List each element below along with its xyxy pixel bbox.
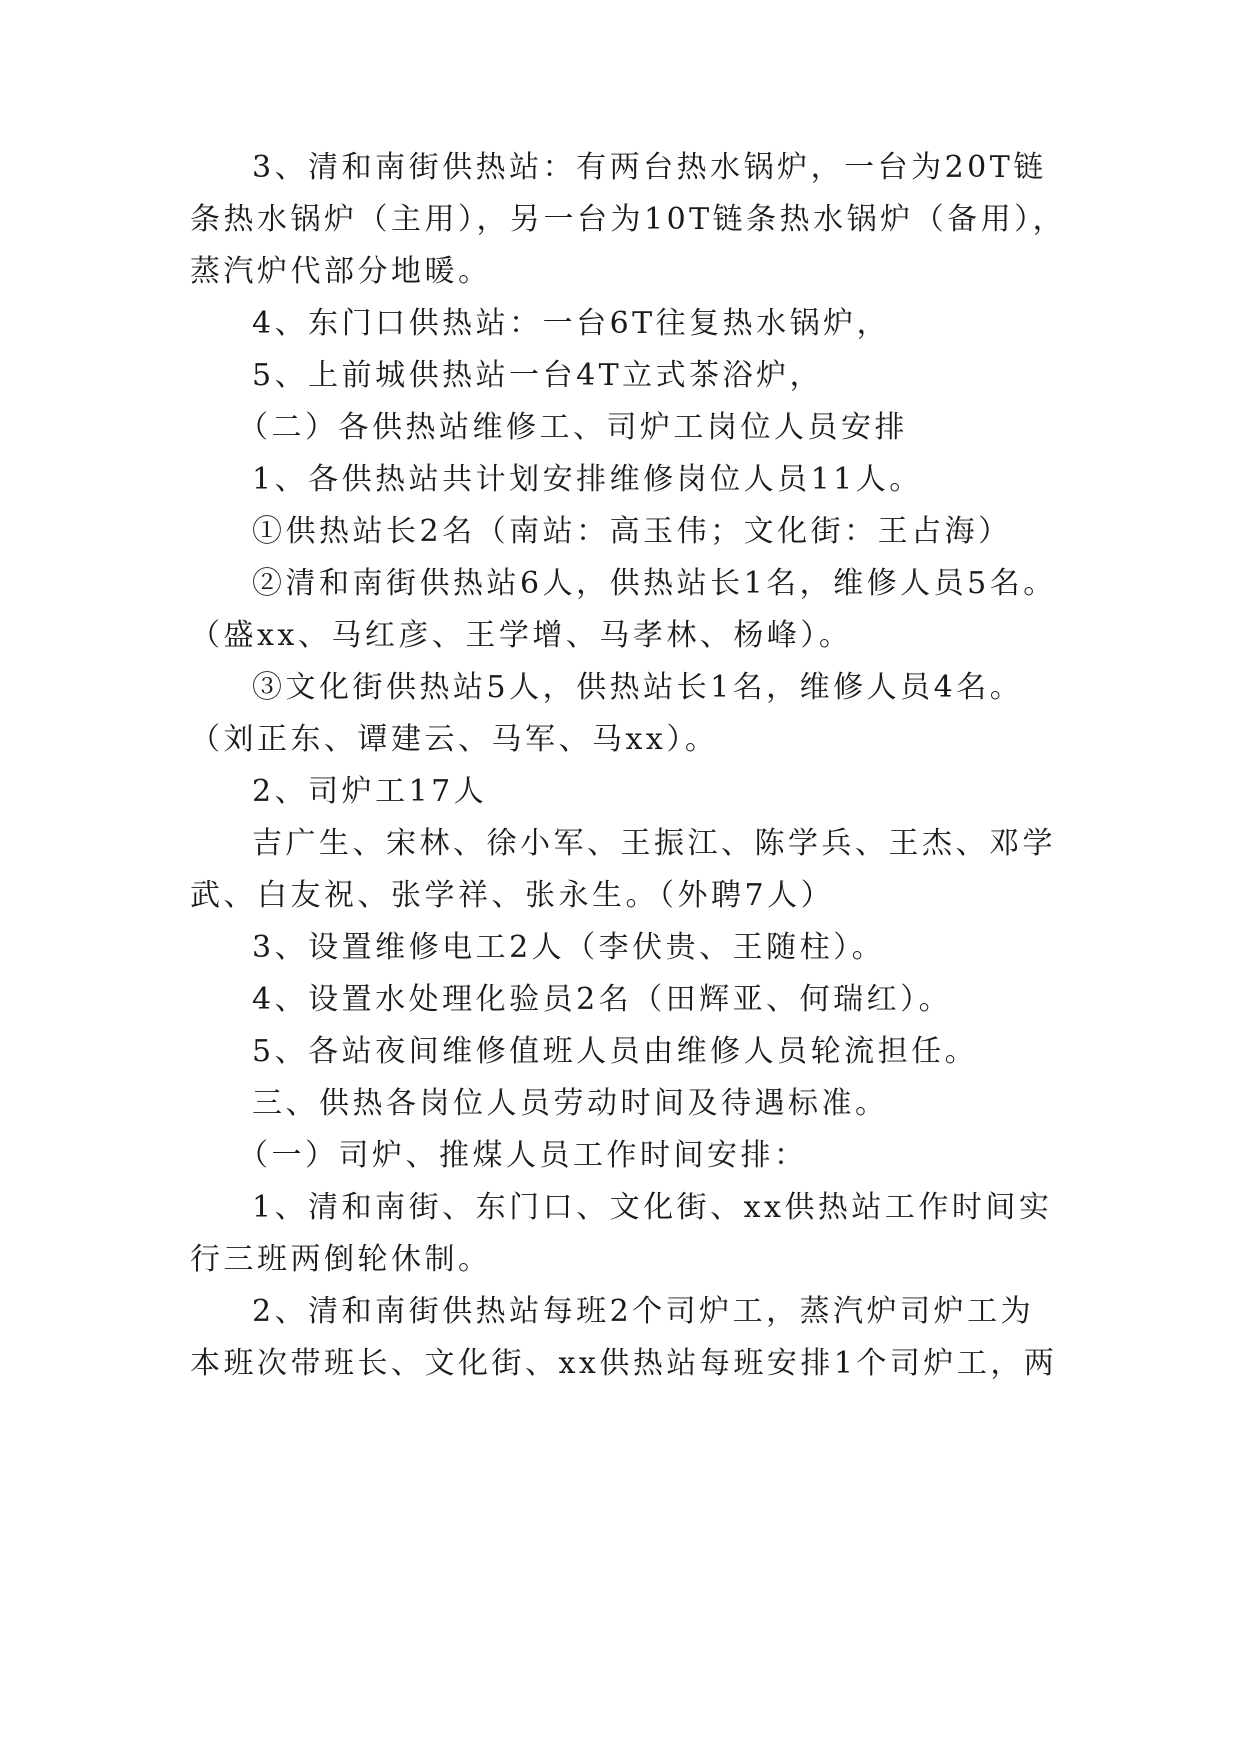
paragraph-line: 4、东门口供热站：一台6T往复热水锅炉， — [252, 306, 891, 341]
paragraph-line: 3、清和南街供热站：有两台热水锅炉，一台为20T链 — [252, 150, 1047, 185]
paragraph-line: 行三班两倒轮休制。 — [190, 1242, 492, 1277]
paragraph-line: ③文化街供热站5人，供热站长1名，维修人员4名。 — [252, 670, 1024, 705]
paragraph-line: 1、清和南街、东门口、文化街、xx供热站工作时间实 — [252, 1190, 1053, 1225]
paragraph-line: 4、设置水处理化验员2名（田辉亚、何瑞红）。 — [252, 982, 953, 1017]
paragraph-line: 蒸汽炉代部分地暖。 — [190, 254, 492, 289]
paragraph-line: （盛xx、马红彦、王学增、马孝林、杨峰）。 — [190, 618, 853, 653]
paragraph-line: 吉广生、宋林、徐小军、王振江、陈学兵、王杰、邓学 — [252, 826, 1056, 861]
paragraph-line: （刘正东、谭建云、马军、马xx）。 — [190, 722, 719, 757]
paragraph-line: 本班次带班长、文化街、xx供热站每班安排1个司炉工，两 — [190, 1346, 1058, 1381]
paragraph-line: 5、上前城供热站一台4T立式茶浴炉， — [252, 358, 824, 393]
paragraph-line: 条热水锅炉（主用），另一台为10T链条热水锅炉（备用）， — [190, 202, 1067, 237]
section-heading: （一）司炉、推煤人员工作时间安排： — [238, 1138, 808, 1173]
paragraph-line: 2、清和南街供热站每班2个司炉工，蒸汽炉司炉工为 — [252, 1294, 1035, 1329]
paragraph-line: 5、各站夜间维修值班人员由维修人员轮流担任。 — [252, 1034, 979, 1069]
paragraph-line: 3、设置维修电工2人（李伏贵、王随柱）。 — [252, 930, 886, 965]
paragraph-line: ①供热站长2名（南站：高玉伟；文化街：王占海） — [252, 514, 1012, 549]
paragraph-line: 2、司炉工17人 — [252, 774, 488, 809]
section-heading: （二）各供热站维修工、司炉工岗位人员安排 — [238, 410, 908, 445]
paragraph-line: 1、各供热站共计划安排维修岗位人员11人。 — [252, 462, 923, 497]
paragraph-line: 武、白友祝、张学祥、张永生。（外聘7人） — [190, 878, 835, 913]
section-heading: 三、供热各岗位人员劳动时间及待遇标准。 — [252, 1086, 889, 1121]
paragraph-line: ②清和南街供热站6人，供热站长1名，维修人员5名。 — [252, 566, 1057, 601]
